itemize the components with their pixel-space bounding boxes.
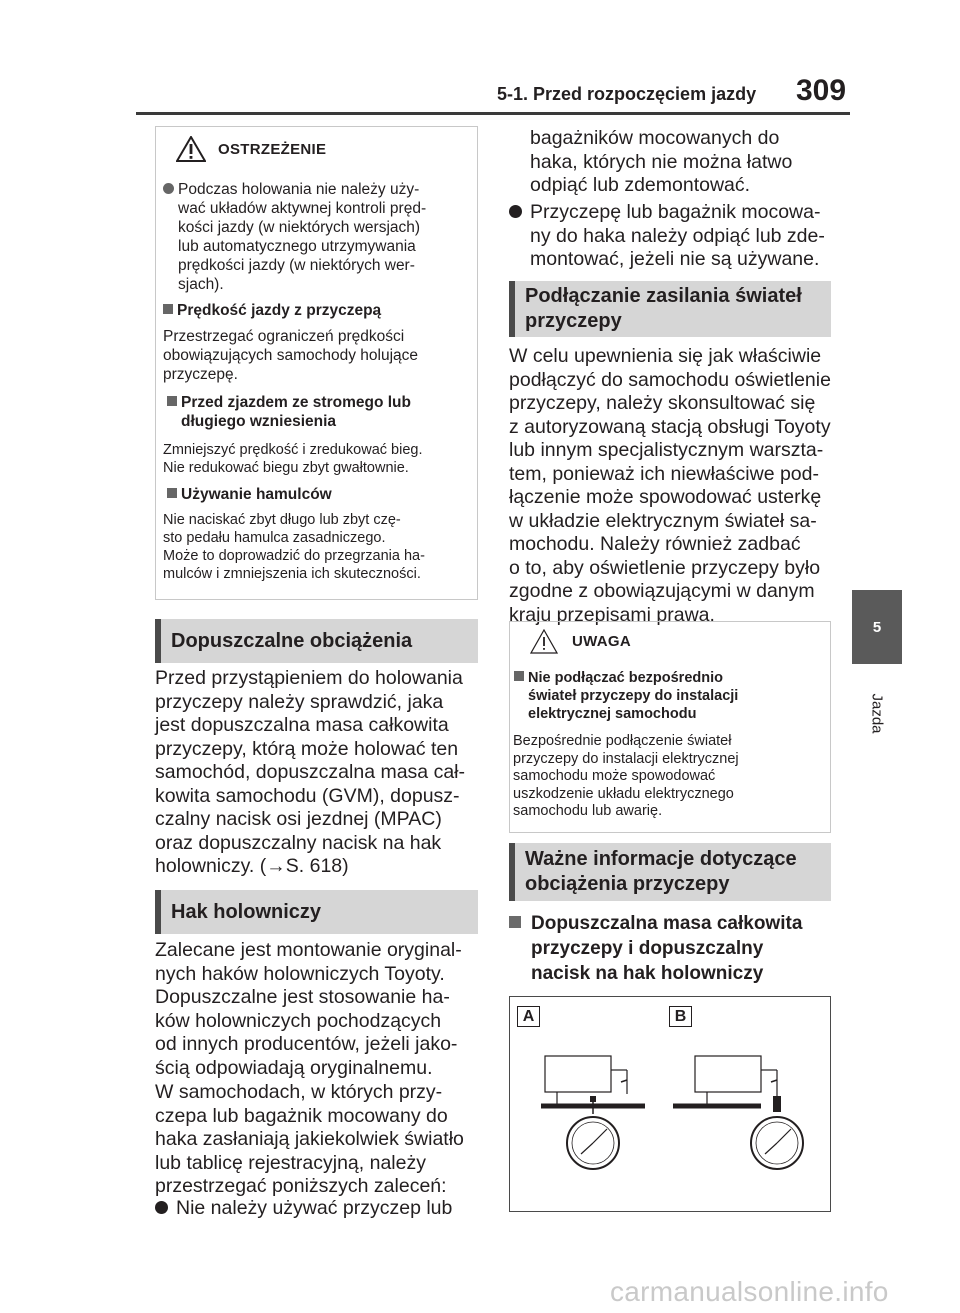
chapter-number: 5 — [872, 618, 882, 636]
square-bullet-icon — [163, 304, 173, 314]
diagram-a — [541, 1056, 645, 1169]
page-number: 309 — [796, 74, 847, 107]
chapter-label: Jazda — [868, 692, 886, 734]
warning-title: OSTRZEŻENIE — [218, 141, 327, 158]
square-bullet-icon — [514, 671, 524, 681]
warning-sub3-title: Używanie hamulców — [167, 485, 332, 504]
section-header: 5-1. Przed rozpoczęciem jazdy — [497, 84, 757, 104]
figure-label-a: A — [517, 1006, 540, 1027]
caution-icon — [530, 629, 558, 654]
hitch-bullet-1-start: Nie należy używać przyczep lub — [155, 1197, 452, 1221]
lights-paragraph: W celu upewnienia się jak właściwie podłączyć do samochodu oświetlenie przyczepy, należy skonsultować się z autoryzowaną stacją obsługi Toyoty lub innym specjalistycznym warszta- tem, ponieważ ich niewłaściwe pod- łączenie może spowodować usterkę w układzie elektrycznym świateł sa- mochodu. Należy również zadbać o to, aby oświetlenie przyczepy było zgodne z obowiązującymi w danym kraju przepisami prawa. — [509, 345, 831, 626]
hitch-paragraph-2: W samochodach, w których przy- czepa lub bagażnik mocowany do haka zasłaniają jakiekolwiek światło lub tablicę rejestracyjną, należy przestrzegać poniższych zaleceń: — [155, 1081, 464, 1197]
trailer-body-b — [695, 1056, 761, 1092]
hitch-bullet-2: Przyczepę lub bagażnik mocowa- ny do haka należy odpiąć lub zde- montować, jeżeli nie są używane. — [509, 201, 825, 272]
hitch-load-diagram — [509, 996, 831, 1212]
header-rule — [136, 112, 850, 115]
note-text: Bezpośrednie podłączenie świateł przyczepy do instalacji elektrycznej samochodu może spowodować uszkodzenie układu elektrycznego samochodu lub awarię. — [513, 733, 739, 819]
section-heading-lights: Podłączanie zasilania świateł przyczepy — [509, 281, 831, 337]
bullet-dot-icon — [155, 1201, 168, 1214]
watermark: carmanualsonline.info — [610, 1276, 889, 1307]
section-heading-hitch: Hak holowniczy — [155, 890, 478, 934]
chapter-tab — [852, 590, 902, 664]
warning-icon — [176, 136, 206, 162]
section-heading-loads: Dopuszczalne obciążenia — [155, 619, 478, 663]
loads-paragraph: Przed przystąpieniem do holowania przyczepy należy sprawdzić, jaka jest dopuszczalna masa całkowita przyczepy, którą może holować ten samochód, dopuszczalna masa cał- kowita samochodu (GVM), dopusz- czalny nacisk osi jezdnej (MPAC) oraz dopuszczalny nacisk na hak holowniczy. (→S. 618) — [155, 667, 465, 877]
warning-sub2-text: Zmniejszyć prędkość i zredukować bieg. Nie redukować biegu zbyt gwałtownie. — [163, 442, 423, 476]
note-subtitle: Nie podłączać bezpośrednio świateł przyczepy do instalacji elektrycznej samochodu — [514, 669, 738, 723]
info-subheading: Dopuszczalna masa całkowita przyczepy i dopuszczalny nacisk na hak holowniczy — [509, 911, 802, 986]
bullet-dot-icon — [509, 205, 522, 218]
warning-bullet: Podczas holowania nie należy uży- wać układów aktywnej kontroli pręd- kości jazdy (w niektórych wersjach) lub automatycznego utrzymywania prędkości jazdy (w niektórych wer- sjach). — [163, 180, 426, 294]
diagram-b — [673, 1056, 803, 1169]
section-heading-info: Ważne informacje dotyczące obciążenia przyczepy — [509, 843, 831, 901]
square-bullet-icon — [509, 916, 521, 928]
hitch-paragraph-1: Zalecane jest montowanie oryginal- nych haków holowniczych Toyoty. Dopuszczalne jest stosowanie ha- ków holowniczych pochodzących od innych producentów, jeżeli jako- ścią odpowiadają oryginalnemu. — [155, 939, 462, 1079]
hitch-bullet-1-cont: bagażników mocowanych do haka, których nie można łatwo odpiąć lub zdemontować. — [530, 127, 793, 196]
square-bullet-icon — [167, 396, 177, 406]
warning-sub1-text: Przestrzegać ograniczeń prędkości obowiązujących samochody holujące przyczepę. — [163, 328, 419, 383]
figure-label-b: B — [669, 1006, 692, 1027]
note-title: UWAGA — [572, 633, 631, 650]
trailer-body-a — [545, 1056, 611, 1092]
warning-sub3-text: Nie naciskać zbyt długo lub zbyt czę- sto pedału hamulca zasadniczego. Może to doprowadzić do przegrzania ha- mulców i zmniejszenia ich skuteczności. — [163, 512, 425, 582]
warning-sub1-title: Prędkość jazdy z przyczepą — [163, 301, 381, 320]
square-bullet-icon — [167, 488, 177, 498]
bullet-dot-icon — [163, 183, 174, 194]
warning-sub2-title: Przed zjazdem ze stromego lub długiego wzniesienia — [167, 393, 411, 431]
